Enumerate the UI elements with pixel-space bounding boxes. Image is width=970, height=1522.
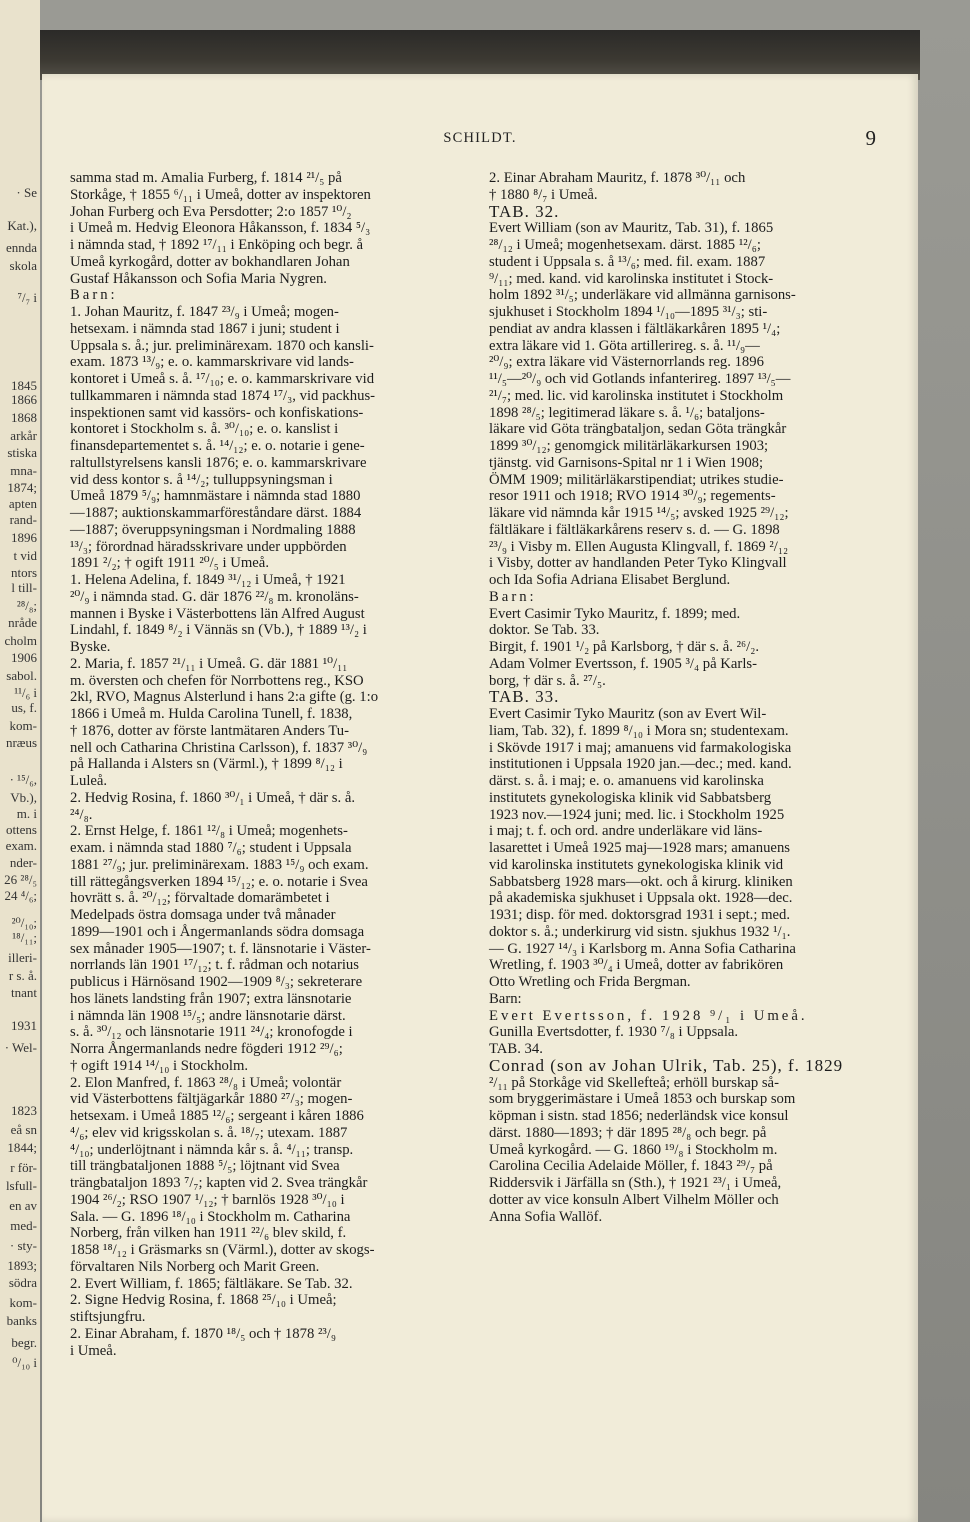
- previous-page-fragment: arkår: [10, 428, 37, 443]
- right-column-line: Evert Casimir Tyko Mauritz, f. 1899; med.: [489, 605, 741, 622]
- left-column-line: vid dess kontor s. å ¹⁴/₂; tulluppsyningsman i: [70, 471, 333, 488]
- previous-page-fragment: 26 ²⁸/₅: [4, 872, 37, 887]
- left-column-line: på Hallanda i Alsters sn (Värml.), † 1899 ⁸/₁₂ i: [70, 756, 343, 773]
- right-column-line: därst. s. å. i maj; e. o. amanuens vid karolinska: [489, 773, 764, 789]
- previous-page-fragment: 1893;: [7, 1258, 37, 1273]
- previous-page-fragment: t vid: [13, 548, 37, 563]
- left-column-line: publicus i Härnösand 1902—1909 ⁸/₃; sekreterare: [70, 974, 363, 990]
- right-column-line: TAB. 32.: [489, 201, 560, 221]
- previous-page-edge: [0, 0, 40, 1522]
- left-column-line: till rättegångsverken 1894 ¹⁵/₁₂; e. o. notarie i Svea: [70, 873, 368, 890]
- previous-page-fragment: Vb.),: [10, 790, 37, 805]
- previous-page-fragment: sabol.: [6, 668, 37, 683]
- previous-page-fragment: 1931: [11, 1018, 37, 1033]
- left-column-line: 1866 i Umeå m. Hulda Carolina Tunell, f. 1838,: [70, 706, 353, 722]
- left-column-line: vid Västerbottens fältjägarkår 1880 ²⁷/₃; mogen-: [70, 1091, 353, 1108]
- right-column-line: doktor. Se Tab. 33.: [489, 622, 600, 639]
- left-column-line: 2. Evert William, f. 1865; fältläkare. Se Tab. 32.: [70, 1275, 353, 1292]
- left-column-line: kontoret i Umeå s. å. ¹⁷/₁₀; e. o. kammarskrivare vid: [70, 371, 375, 387]
- right-column-line: pendiat av andra klassen i fältläkarkåren 1895 ¹/₄;: [489, 320, 781, 337]
- left-column-line: 1881 ²⁷/₉; jur. preliminärexam. 1883 ¹⁵/₉ och exam.: [70, 856, 369, 873]
- left-column-line: Norberg, från vilken han 1911 ²²/₆ blev skild, f.: [70, 1225, 347, 1242]
- right-column-line: Evert Evertsson, f. 1928 ⁹/₁ i Umeå.: [489, 1007, 808, 1024]
- previous-page-fragment: Kat.),: [7, 218, 37, 233]
- right-column-line: Barn:: [489, 588, 537, 605]
- right-column-line: Adam Volmer Evertsson, f. 1905 ³/₄ på Karls-: [489, 655, 758, 672]
- left-column-line: Sala. — G. 1896 ¹⁸/₁₀ i Stockholm m. Catharina: [70, 1208, 351, 1225]
- right-column-line: Gunilla Evertsdotter, f. 1930 ⁷/₈ i Uppsala.: [489, 1024, 739, 1041]
- left-column-line: exam. 1873 ¹³/₉; e. o. kammarskrivare vid lands-: [70, 354, 354, 371]
- right-column-line: Anna Sofia Wallöf.: [489, 1208, 603, 1225]
- right-column-line: TAB. 34.: [489, 1041, 543, 1057]
- previous-page-fragment: nræus: [5, 735, 37, 750]
- previous-page-fragment: us, f.: [11, 700, 37, 715]
- right-column-line: liam, Tab. 32), f. 1899 ⁸/₁₀ i Mora sn; studentexam.: [489, 722, 789, 739]
- right-column-line: — G. 1927 ¹⁴/₃ i Karlsborg m. Anna Sofia Catharina: [489, 940, 796, 957]
- left-column-line: 1858 ¹⁸/₁₂ i Gräsmarks sn (Värml.), dotter av skogs-: [70, 1242, 375, 1258]
- left-column-line: 2. Einar Abraham, f. 1870 ¹⁸/₅ och † 1878 ²³/₉: [70, 1325, 336, 1342]
- right-column-line: ⁹/₁₁; med. kand. vid karolinska institutet i Stock-: [489, 270, 774, 287]
- left-column-line: till trängbataljonen 1888 ⁵/₅; löjtnant vid Svea: [70, 1158, 340, 1175]
- right-column-line: Otto Wretling och Frida Bergman.: [489, 974, 691, 990]
- left-column-line: —1887; auktionskammarföreståndare därst. 1884: [70, 505, 362, 521]
- previous-page-fragment: ¹⁸/₁₁;: [12, 930, 37, 945]
- previous-page-fragment: ottens: [5, 822, 37, 837]
- right-column-line: doktor s. å.; underkirurg vid sistn. sjukhus 1932 ¹/₁.: [489, 923, 791, 940]
- right-column-line: TAB. 33.: [489, 687, 560, 707]
- right-column-line: Riddersvik i Järfälla sn (Sth.), † 1921 ²³/₁ i Umeå,: [489, 1175, 782, 1191]
- right-column-line: 1898 ²⁸/₅; legitimerad läkare s. å. ¹/₆; bataljons-: [489, 404, 765, 421]
- right-column-line: ²³/₉ i Visby m. Ellen Augusta Klingvall, f. 1869 ²/₁₂: [489, 538, 789, 555]
- left-column-line: i Umeå m. Hedvig Eleonora Håkansson, f. 1834 ⁵/₃: [70, 220, 371, 237]
- left-column-line: 1891 ²/₂; † ogift 1911 ²⁰/₅ i Umeå.: [70, 555, 269, 572]
- left-column-line: ⁴/₁₀; underlöjtnant i nämnda kår s. å. ⁴/₁₁; transp.: [70, 1141, 354, 1158]
- previous-page-fragment: r för-: [10, 1160, 37, 1175]
- left-column-line: m. översten och chefen för Norrbottens reg., KSO: [70, 672, 364, 689]
- left-column-line: tullkammaren i nämnda stad 1874 ¹⁷/₃, vid packhus-: [70, 387, 376, 404]
- left-column-line: hetsexam. i nämnda stad 1867 i juni; student i: [70, 320, 340, 337]
- previous-page-fragment: tnant: [11, 985, 37, 1000]
- previous-page-fragment: ⁷/₇ i: [17, 290, 37, 305]
- left-column-line: sex månader 1905—1907; t. f. länsnotarie i Väster-: [70, 940, 371, 957]
- right-column-line: ÖMM 1909; militärläkarstipendiat; utrikes studie-: [489, 471, 784, 488]
- left-column-line: ¹³/₃; förordnad häradsskrivare under uppbörden: [70, 538, 347, 555]
- right-column-line: Evert Casimir Tyko Mauritz (son av Evert Wil-: [489, 706, 767, 722]
- previous-page-fragment: exam.: [5, 838, 37, 853]
- right-column-line: ²/₁₁ på Storkåge vid Skellefteå; erhöll burskap så-: [489, 1074, 779, 1091]
- previous-page-fragment: 1866: [11, 392, 37, 407]
- right-column-line: tjänstg. vid Garnisons-Spital nr 1 i Wien 1908;: [489, 454, 764, 471]
- right-column-line: lasarettet i Umeå 1925 maj—1928 mars; amanuens: [489, 840, 791, 856]
- left-column-line: norrlands län 1901 ¹⁷/₁₂; t. f. rådman och notarius: [70, 957, 359, 974]
- previous-page-fragment: eå sn: [10, 1122, 37, 1137]
- left-column-line: Byske.: [70, 639, 111, 655]
- right-column-line: fältläkare i fältläkarkårens reserv s. d. — G. 1898: [489, 521, 780, 538]
- left-column-line: Medelpads östra domsaga under två månader: [70, 907, 336, 923]
- left-column-line: i nämnda län 1908 ¹⁵/₅; andre länsnotarie därst.: [70, 1007, 346, 1024]
- left-column-line: Norra Ångermanlands nedre fögderi 1912 ²⁹/₆;: [70, 1041, 343, 1057]
- previous-page-fragment: nråde: [8, 615, 37, 630]
- right-column-line: holm 1892 ³¹/₅; underläkare vid allmänna garnisons-: [489, 287, 796, 304]
- right-column-line: ²⁰/₉; extra läkare vid Västernorrlands reg. 1896: [489, 354, 764, 371]
- left-column-line: 2. Ernst Helge, f. 1861 ¹²/₈ i Umeå; mogenhets-: [70, 823, 348, 840]
- previous-page-fragment: ²⁸/₈;: [16, 598, 37, 613]
- left-column-line: förvaltaren Nils Norberg och Marit Green.: [70, 1258, 320, 1275]
- previous-page-fragment: · Wel-: [4, 1040, 37, 1055]
- previous-page-fragment: skola: [9, 258, 37, 273]
- previous-page-fragment: cholm: [4, 633, 37, 648]
- left-column-line: 1899—1901 och i Ångermanlands södra domsaga: [70, 923, 365, 940]
- previous-page-fragment: · Se: [16, 185, 37, 200]
- left-column-line: 2. Elon Manfred, f. 1863 ²⁸/₈ i Umeå; volontär: [70, 1074, 342, 1091]
- previous-page-fragment: mna-: [10, 463, 37, 478]
- page-number: 9: [865, 126, 876, 150]
- right-column-line: vid karolinska institutets gynekologiska klinik vid: [489, 856, 784, 873]
- right-column-line: ²¹/₇; med. lic. vid karolinska institutet i Stockholm: [489, 387, 784, 404]
- right-column-line: på akademiska sjukhuset i Uppsala okt. 1928—dec.: [489, 890, 793, 907]
- left-column-line: 1904 ²⁶/₂; RSO 1907 ¹/₁₂; † barnlös 1928 ³⁰/₁₀ i: [70, 1191, 345, 1208]
- left-column-line: exam. i nämnda stad 1880 ⁷/₆; student i Uppsala: [70, 840, 352, 856]
- left-column-line: Barn:: [70, 287, 118, 304]
- left-column-line: Umeå 1879 ⁵/₉; hamnmästare i nämnda stad 1880: [70, 488, 361, 505]
- left-column-line: kontoret i Stockholm s. å. ³⁰/₁₀; e. o. kanslist i: [70, 421, 339, 438]
- left-column-line: hetsexam. i Umeå 1885 ¹²/₆; sergeant i kåren 1886: [70, 1108, 364, 1124]
- left-column-line: Gustaf Håkansson och Sofia Maria Nygren.: [70, 270, 327, 287]
- right-column-line: † 1880 ⁸/₇ i Umeå.: [489, 186, 598, 203]
- right-column-line: dotter av vice konsuln Albert Vilhelm Möller och: [489, 1191, 779, 1208]
- left-column-line: —1887; överuppsyningsman i Nordmaling 1888: [70, 521, 356, 538]
- left-column-line: 2. Hedvig Rosina, f. 1860 ³⁰/₁ i Umeå, † där s. å.: [70, 789, 356, 806]
- previous-page-fragment: ¹¹/₆ i: [14, 685, 37, 700]
- running-header: SCHILDT.: [443, 130, 517, 146]
- left-column-line: inspektionen samt vid kassörs- och konfiskations-: [70, 404, 364, 421]
- left-column-line: Johan Furberg och Eva Persdotter; 2:o 1857 ¹⁰/₂: [70, 203, 352, 220]
- left-column-line: 2. Maria, f. 1857 ²¹/₁₁ i Umeå. G. där 1881 ¹⁰/₁₁: [70, 655, 348, 672]
- left-column-line: Uppsala s. å.; jur. preliminärexam. 1870 och kansli-: [70, 337, 374, 354]
- left-column-line: Umeå kyrkogård, dotter av bokhandlaren Johan: [70, 253, 350, 270]
- right-column-line: köpman i sistn. stad 1856; nederländsk vice konsul: [489, 1108, 789, 1124]
- previous-page-fragment: illeri-: [8, 950, 37, 965]
- left-column-line: hos länets landsting från 1907; extra länsnotarie: [70, 990, 352, 1007]
- previous-page-fragment: stiska: [7, 445, 37, 460]
- previous-page-fragment: ²⁰/₁₀;: [11, 915, 37, 930]
- right-column-line: institutets gynekologiska klinik vid Sabbatsberg: [489, 789, 772, 806]
- left-column-line: Luleå.: [70, 773, 108, 789]
- left-column-line: trängbataljon 1893 ⁷/₇; kapten vid 2. Svea trängkår: [70, 1175, 368, 1191]
- previous-page-fragment: ntors: [11, 565, 37, 580]
- right-column-line: Carolina Cecilia Adelaide Möller, f. 1843 ²⁹/₇ på: [489, 1158, 773, 1175]
- previous-page-fragment: kom-: [9, 1295, 37, 1310]
- left-column-line: hovrätt s. å. ²⁰/₁₂; förvaltade domarämbetet i: [70, 890, 330, 907]
- left-column-line: s. å. ³⁰/₁₂ och länsnotarie 1911 ²⁴/₄; kronofogde i: [70, 1024, 353, 1041]
- previous-page-fragment: 1874;: [7, 480, 37, 495]
- left-column-line: i Umeå.: [70, 1342, 117, 1359]
- left-column-line: i nämnda stad, † 1892 ¹⁷/₁₁ i Enköping och begr. å: [70, 237, 364, 253]
- left-column-line: samma stad m. Amalia Furberg, f. 1814 ²¹/₅ på: [70, 170, 342, 186]
- right-column-line: i maj; t. f. och ord. andre underläkare vid läns-: [489, 823, 763, 840]
- left-column: [70, 170, 470, 1359]
- right-column: [489, 170, 891, 1225]
- right-column-line: 1931; disp. för med. doktorsgrad 1931 i sept.; med.: [489, 907, 791, 923]
- left-column-line: 2kl, RVO, Magnus Alsterlund i hans 2:a gifte (g. 1:o: [70, 689, 379, 706]
- left-column-line: nell och Catharina Christina Carlsson), f. 1837 ³⁰/₉: [70, 739, 368, 756]
- previous-page-fragment: rand-: [9, 512, 37, 527]
- right-column-line: Birgit, f. 1901 ¹/₂ på Karlsborg, † där s. å. ²⁶/₂.: [489, 639, 760, 655]
- previous-page-fragment: en av: [9, 1198, 37, 1213]
- right-column-line: Sabbatsberg 1928 mars—okt. och å kirurg. kliniken: [489, 873, 793, 890]
- previous-page-fragment: 24 ⁴/₆;: [4, 888, 37, 903]
- left-column-line: 1. Johan Mauritz, f. 1847 ²³/₉ i Umeå; mogen-: [70, 304, 339, 320]
- previous-page-fragment: l till-: [11, 580, 37, 595]
- right-column-line: extra läkare vid 1. Göta artillerireg. s. å. ¹¹/₉—: [489, 337, 760, 354]
- right-column-line: 1923 nov.—1924 juni; med. lic. i Stockholm 1925: [489, 806, 785, 823]
- right-column-line: borg, † där s. å. ²⁷/₅.: [489, 672, 606, 689]
- previous-page-fragment: 1844;: [7, 1140, 37, 1155]
- previous-page-fragment: nder-: [9, 855, 37, 870]
- previous-page-fragment: kom-: [9, 718, 37, 733]
- previous-page-fragment: · ¹⁵/₆,: [9, 772, 37, 787]
- book-cover-edge: [40, 30, 920, 80]
- right-column-line: resor 1911 och 1918; RVO 1914 ³⁰/₉; regements-: [489, 488, 776, 505]
- right-column-line: ²⁸/₁₂ i Umeå; mogenhetsexam. därst. 1885 ¹²/₆;: [489, 237, 761, 253]
- right-column-line: Wretling, f. 1903 ³⁰/₄ i Umeå, dotter av fabrikören: [489, 957, 784, 974]
- right-column-line: ¹¹/₅—²⁰/₉ och vid Gotlands infanterireg. 1897 ¹³/₅—: [489, 371, 791, 387]
- previous-page-fragment: 1896: [11, 530, 37, 545]
- right-column-line: 1899 ³⁰/₁₂; genomgick militärläkarkursen 1903;: [489, 438, 769, 454]
- right-column-line: Evert William (son av Mauritz, Tab. 31), f. 1865: [489, 220, 774, 237]
- right-column-line: Barn:: [489, 990, 522, 1007]
- right-column-line: därst. 1880—1893; † där 1895 ²⁸/₈ och begr. på: [489, 1124, 767, 1141]
- previous-page-fragment: lsfull-: [5, 1178, 37, 1193]
- right-column-line: institutionen i Uppsala 1920 jan.—dec.; med. kand.: [489, 756, 792, 773]
- previous-page-fragment: 1906: [11, 650, 37, 665]
- left-column-line: Lindahl, f. 1849 ⁸/₂ i Vännäs sn (Vb.), † 1889 ¹³/₂ i: [70, 622, 367, 639]
- previous-page-fragment: banks: [6, 1313, 37, 1328]
- previous-page-fragment: begr.: [11, 1335, 37, 1350]
- left-column-line: † 1876, dotter av förste lantmätaren Anders Tu-: [70, 722, 350, 739]
- right-column-line: som bryggerimästare i Umeå 1853 och burskap som: [489, 1091, 796, 1108]
- left-column-line: Storkåge, † 1855 ⁶/₁₁ i Umeå, dotter av inspektoren: [70, 186, 371, 203]
- previous-page-fragment: 1868: [11, 410, 37, 425]
- previous-page-fragment: 1845: [11, 378, 37, 393]
- previous-page-fragment: södra: [8, 1275, 37, 1290]
- right-column-line: och Ida Sofia Adriana Elisabet Berglund.: [489, 572, 731, 588]
- left-column-line: 1. Helena Adelina, f. 1849 ³¹/₁₂ i Umeå, † 1921: [70, 572, 346, 588]
- previous-page-fragment: ⁰/₁₀ i: [12, 1355, 37, 1370]
- left-column-line: ⁴/₆; elev vid krigsskolan s. å. ¹⁸/₇; utexam. 1887: [70, 1124, 348, 1141]
- right-column-line: sjukhuset i Stockholm 1894 ¹/₁₀—1895 ³¹/₃; sti-: [489, 304, 768, 320]
- previous-page-fragment: med-: [10, 1218, 37, 1233]
- previous-page-fragment: r s. å.: [8, 968, 37, 983]
- previous-page-fragment: · sty-: [9, 1238, 37, 1253]
- left-column-line: ²⁴/₈.: [70, 806, 93, 823]
- left-column-line: stiftsjungfru.: [70, 1309, 146, 1325]
- previous-page-fragment: 1823: [11, 1103, 37, 1118]
- book-page: [42, 74, 918, 1522]
- right-column-line: 2. Einar Abraham Mauritz, f. 1878 ³⁰/₁₁ och: [489, 170, 746, 186]
- left-column-line: ²⁰/₉ i nämnda stad. G. där 1876 ²²/₈ m. kronoläns-: [70, 588, 359, 605]
- right-column-line: Umeå kyrkogård. — G. 1860 ¹⁹/₈ i Stockholm m.: [489, 1141, 778, 1158]
- left-column-line: † ogift 1914 ¹⁴/₁₀ i Stockholm.: [70, 1057, 249, 1074]
- previous-page-fragment: ennda: [5, 240, 37, 255]
- left-column-line: finansdepartementet s. å. ¹⁴/₁₂; e. o. notarie i gene-: [70, 438, 365, 454]
- left-column-line: mannen i Byske i Västerbottens län Alfred August: [70, 605, 365, 622]
- left-column-line: raltullstyrelsens kansli 1876; e. o. kammarskrivare: [70, 454, 367, 471]
- left-column-line: 2. Signe Hedvig Rosina, f. 1868 ²⁵/₁₀ i Umeå;: [70, 1292, 337, 1309]
- right-column-line: i Visby, dotter av handlanden Peter Tyko Klingvall: [489, 555, 787, 572]
- right-column-line: läkare vid Göta trängbataljon, sedan Göta trängkår: [489, 421, 787, 438]
- right-column-line: läkare vid nämnda kår 1915 ¹⁴/₅; avsked 1925 ²⁹/₁₂;: [489, 505, 789, 521]
- previous-page-fragment: apten: [8, 496, 37, 511]
- right-column-line: student i Uppsala s. å ¹³/₆; med. fil. exam. 1887: [489, 253, 766, 270]
- previous-page-fragment: m. i: [16, 806, 37, 821]
- right-column-line: i Skövde 1917 i maj; amanuens vid farmakologiska: [489, 739, 792, 756]
- right-column-line: Conrad (son av Johan Ulrik, Tab. 25), f. 1829: [489, 1055, 844, 1075]
